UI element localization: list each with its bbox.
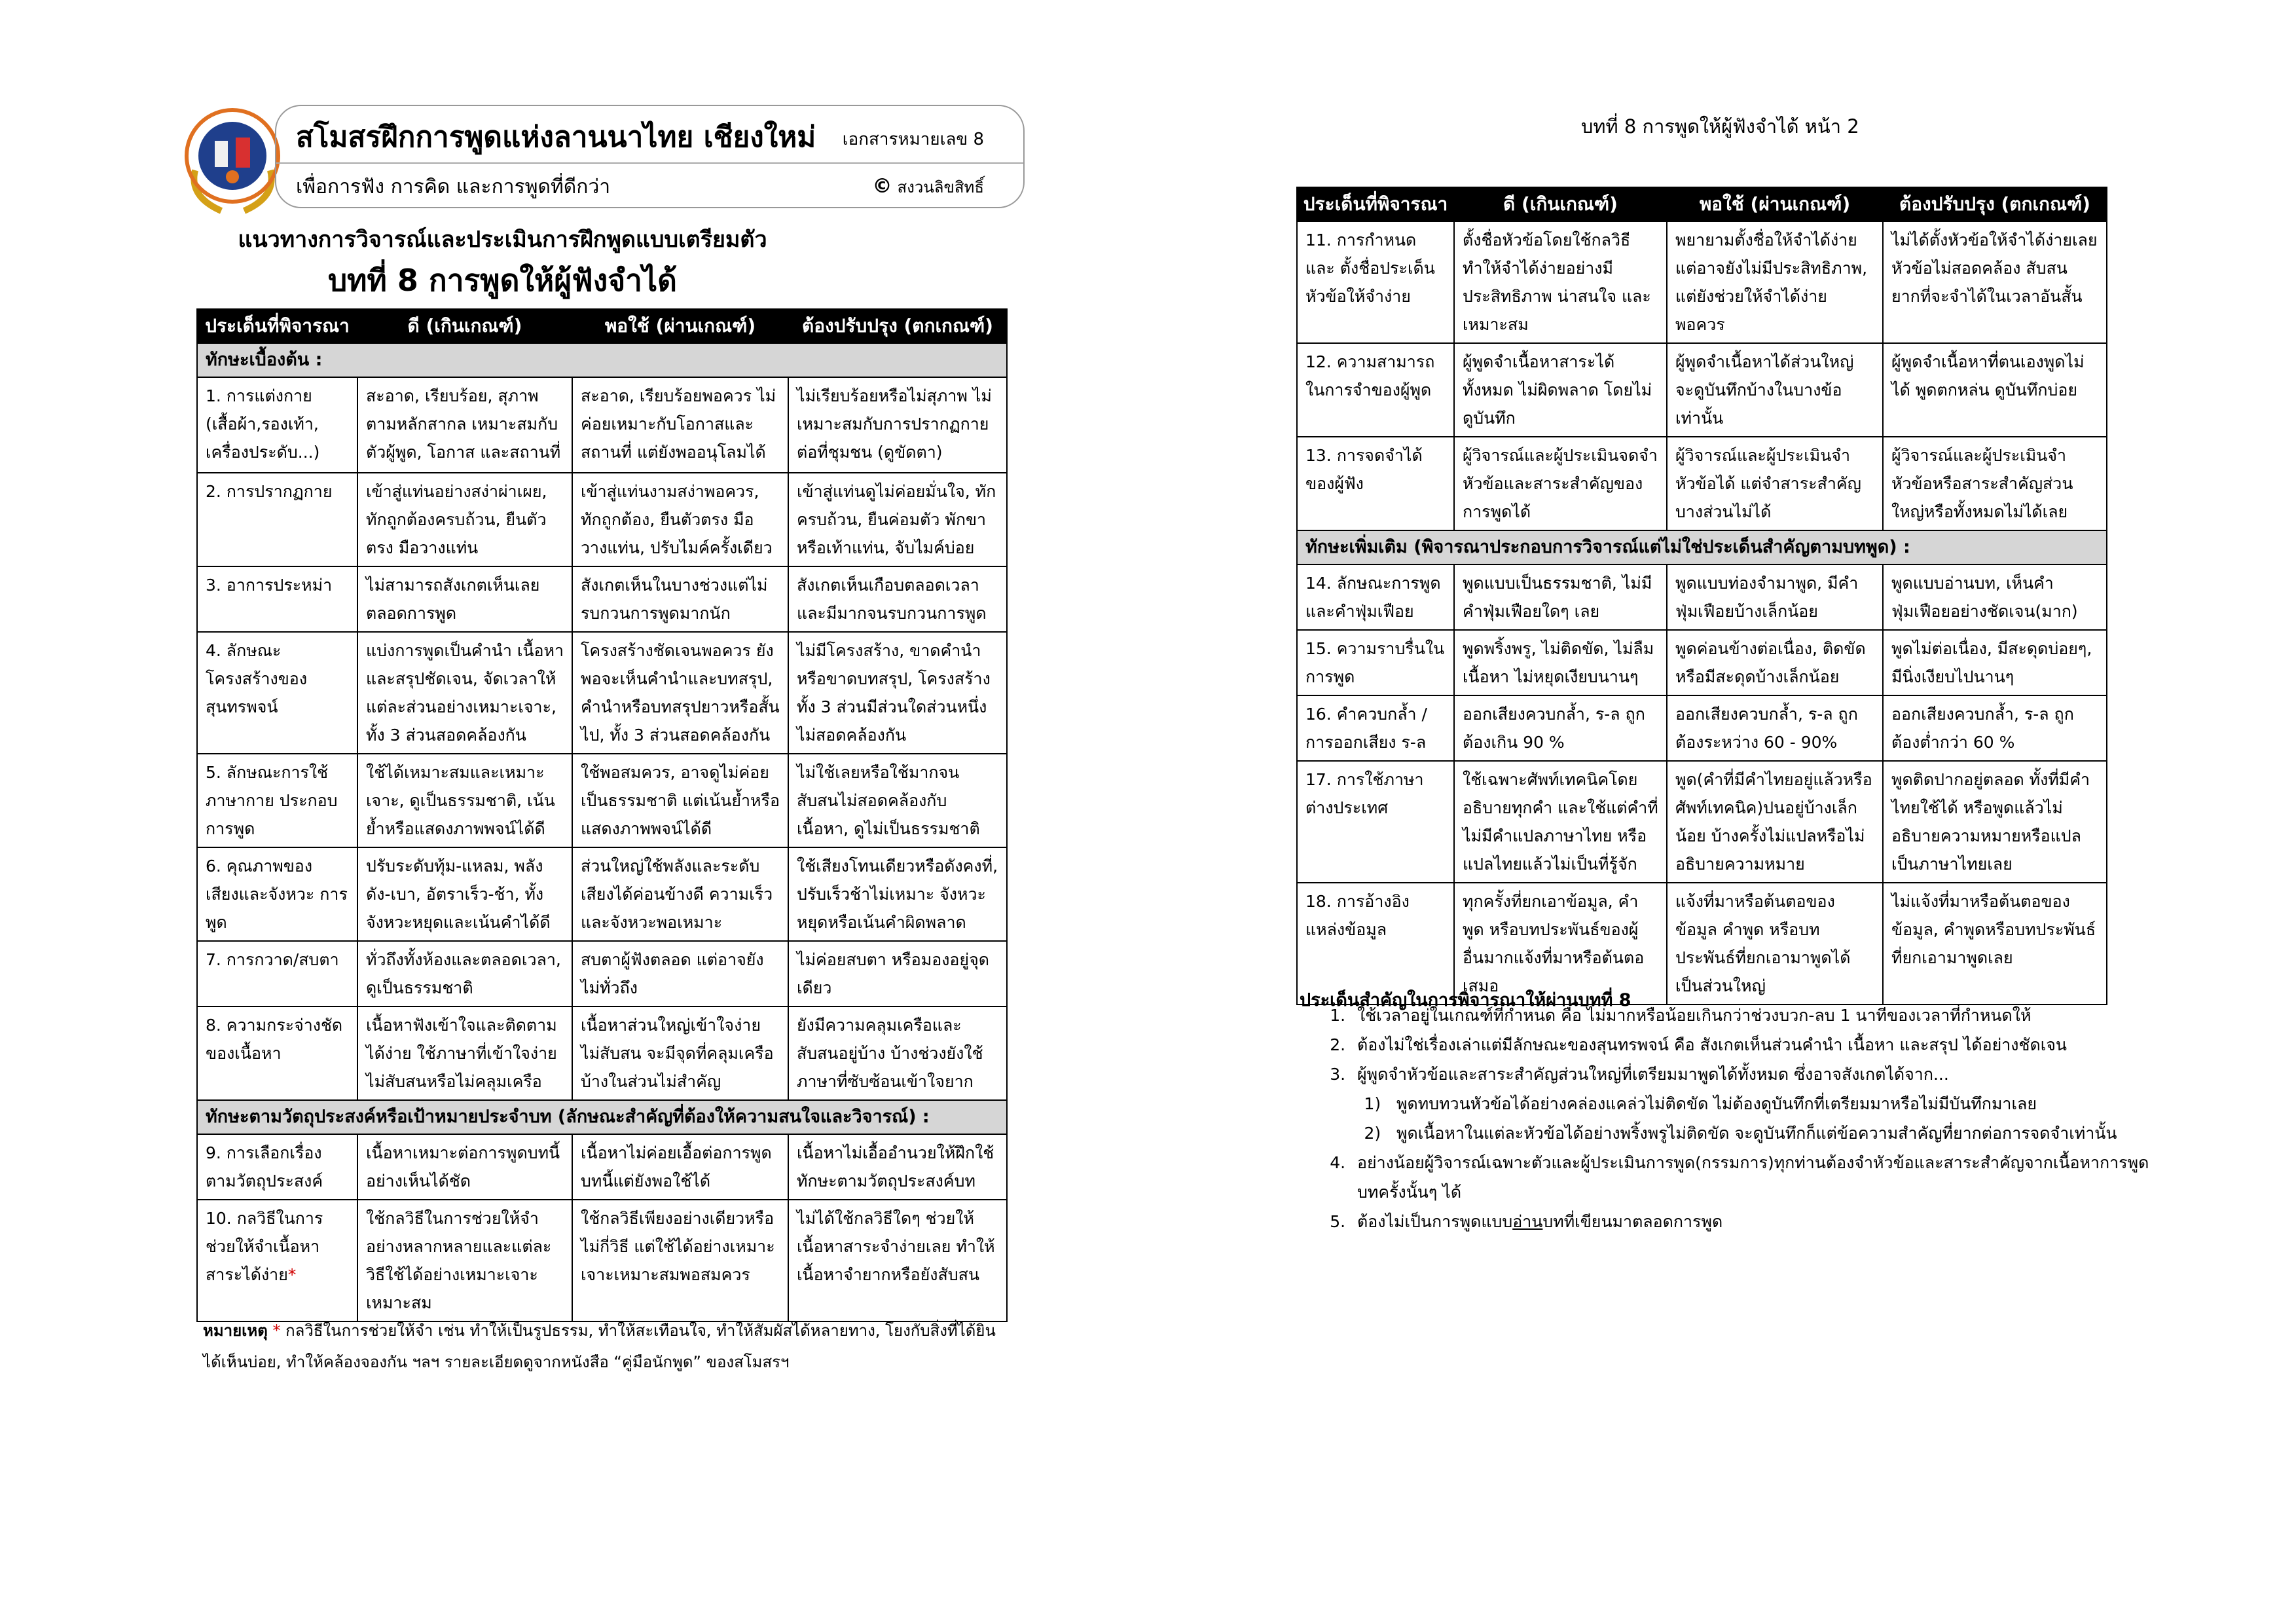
poor-cell: ผู้วิจารณ์และผู้ประเมินจำหัวข้อหรือสาระสำคัญส่วนใหญ่หรือทั้งหมดไม่ได้เลย (1883, 437, 2107, 530)
criterion-cell: 17. การใช้ภาษา ต่างประเทศ (1297, 761, 1454, 883)
column-header-poor: ต้องปรับปรุง (ตกเกณฑ์) (1883, 187, 2107, 221)
table-header-row (197, 309, 1007, 343)
key-point-text: ใช้เวลาอยู่ในเกณฑ์ที่กำหนด คือ ไม่มากหรือน้อยเกินกว่าช่วงบวก-ลบ 1 นาทีของเวลาที่กำหนดให้ (1357, 1006, 2032, 1025)
criterion-cell: 16. คำควบกล้ำ / การออกเสียง ร-ล (1297, 695, 1454, 761)
fair-cell: ส่วนใหญ่ใช้พลังและระดับเสียงได้ค่อนข้างดี ความเร็วและจังหวะพอเหมาะ (572, 847, 788, 941)
criterion-cell: 7. การกวาด/สบตา (197, 941, 357, 1006)
table-row (1297, 564, 2107, 630)
document-number: เอกสารหมายเลข 8 (842, 130, 984, 149)
fair-cell: พูด(คำที่มีคำไทยอยู่แล้วหรือศัพท์เทคนิค)ปนอยู่บ้างเล็กน้อย บ้างครั้งไม่แปลหรือไม่อธิบายความหมาย (1667, 761, 1883, 883)
criterion-cell: 4. ลักษณะ โครงสร้างของ สุนทรพจน์ (197, 632, 357, 754)
criterion-cell: 6. คุณภาพของ เสียงและจังหวะ การพูด (197, 847, 357, 941)
poor-cell: สังเกตเห็นเกือบตลอดเวลาและมีมากจนรบกวนการพูด (788, 566, 1007, 632)
good-cell: เข้าสู่แท่นอย่างสง่าผ่าเผย, ทักถูกต้องครบถ้วน, ยืนตัวตรง มือวางแท่น (357, 473, 572, 566)
poor-cell: พูดติดปากอยู่ตลอด ทั้งที่มีคำไทยใช้ได้ หรือพูดแล้วไม่อธิบายความหมายหรือแปลเป็นภาษาไทยเลย (1883, 761, 2107, 883)
good-cell: ใช้เฉพาะศัพท์เทคนิคโดยอธิบายทุกคำ และใช้แต่คำที่ไม่มีคำแปลภาษาไทย หรือแปลไทยแล้วไม่เป็นที่รู้จัก (1454, 761, 1667, 883)
copyright-text: สงวนลิขสิทธิ์ (897, 178, 984, 196)
fair-cell: แจ้งที่มาหรือต้นตอของข้อมูล คำพูด หรือบทประพันธ์ที่ยกเอามาพูดได้เป็นส่วนใหญ่ (1667, 883, 1883, 1005)
criterion-cell: 9. การเลือกเรื่อง ตามวัตถุประสงค์ (197, 1134, 357, 1200)
fair-cell: พยายามตั้งชื่อให้จำได้ง่าย แต่อาจยังไม่มีประสิทธิภาพ, แต่ยังช่วยให้จำได้ง่ายพอควร (1667, 221, 1883, 343)
section-row-additional (1297, 530, 2107, 564)
table-row (197, 1134, 1007, 1200)
fair-cell: เข้าสู่แท่นงามสง่าพอควร, ทักถูกต้อง, ยืนตัวตรง มือวางแท่น, ปรับไมค์ครั้งเดียว (572, 473, 788, 566)
column-header-fair: พอใช้ (ผ่านเกณฑ์) (572, 309, 788, 343)
key-point-item (1351, 1030, 2149, 1060)
fair-cell: สังเกตเห็นในบางช่วงแต่ไม่รบกวนการพูดมากนัก (572, 566, 788, 632)
good-cell: พูดแบบเป็นธรรมชาติ, ไม่มีคำฟุ่มเฟือยใดๆ เลย (1454, 564, 1667, 630)
poor-cell: เนื้อหาไม่เอื้ออำนวยให้ฝึกใช้ทักษะตามวัตถุประสงค์บท (788, 1134, 1007, 1200)
good-cell: ตั้งชื่อหัวข้อโดยใช้กลวิธีทำให้จำได้ง่ายอย่างมีประสิทธิภาพ น่าสนใจ และเหมาะสม (1454, 221, 1667, 343)
table-row (1297, 761, 2107, 883)
good-cell: ไม่สามารถสังเกตเห็นเลยตลอดการพูด (357, 566, 572, 632)
key-point-sublist (1357, 1089, 2149, 1148)
copyright-notice (873, 174, 984, 200)
poor-cell: ไม่มีโครงสร้าง, ขาดคำนำหรือขาดบทสรุป, โครงสร้างทั้ง 3 ส่วนมีส่วนใดส่วนหนึ่งไม่สอดคล้องกัน (788, 632, 1007, 754)
table-row (1297, 437, 2107, 530)
criterion-cell: 18. การอ้างอิง แหล่งข้อมูล (1297, 883, 1454, 1005)
column-header-good: ดี (เกินเกณฑ์) (357, 309, 572, 343)
right-page (1148, 0, 2296, 1624)
good-cell: เนื้อหาฟังเข้าใจและติดตามได้ง่าย ใช้ภาษาที่เข้าใจง่ายไม่สับสนหรือไม่คลุมเครือ (357, 1006, 572, 1100)
poor-cell: ผู้พูดจำเนื้อหาที่ตนเองพูดไม่ได้ พูดตกหล่น ดูบันทึกบ่อย (1883, 343, 2107, 437)
column-header-criterion: ประเด็นที่พิจารณา (1297, 187, 1454, 221)
table-row (197, 847, 1007, 941)
header-box (275, 105, 1025, 208)
poor-cell: พูดไม่ต่อเนื่อง, มีสะดุดบ่อยๆ, มีนิ่งเงียบไปนานๆ (1883, 630, 2107, 695)
good-cell: ใช้ได้เหมาะสมและเหมาะเจาะ, ดูเป็นธรรมชาติ, เน้นย้ำหรือแสดงภาพพจน์ได้ดี (357, 754, 572, 847)
key-point-item (1351, 1060, 2149, 1148)
footnote-marker: * (272, 1321, 281, 1340)
good-cell: ผู้วิจารณ์และผู้ประเมินจดจำหัวข้อและสาระสำคัญของการพูดได้ (1454, 437, 1667, 530)
poor-cell: ไม่ได้ใช้กลวิธีใดๆ ช่วยให้เนื้อหาสาระจำง่ายเลย ทำให้เนื้อหาจำยากหรือยังสับสน (788, 1200, 1007, 1321)
page-header-label: บทที่ 8 การพูดให้ผู้ฟังจำได้ หน้า 2 (1581, 115, 1859, 138)
key-point-subitem-text: พูดเนื้อหาในแต่ละหัวข้อได้อย่างพริ้งพรูไม่ติดขัด จะดูบันทึกก็แต่ข้อความสำคัญที่ยากต่อการจดจำเท่านั้น (1396, 1124, 2117, 1143)
evaluation-table-page-1 (196, 308, 1008, 1322)
poor-cell: ใช้เสียงโทนเดียวหรือดังคงที่, ปรับเร็วช้าไม่เหมาะ จังหวะหยุดหรือเน้นคำผิดพลาด (788, 847, 1007, 941)
column-header-fair: พอใช้ (ผ่านเกณฑ์) (1667, 187, 1883, 221)
fair-cell: ผู้พูดจำเนื้อหาได้ส่วนใหญ่ จะดูบันทึกบ้างในบางข้อเท่านั้น (1667, 343, 1883, 437)
criterion-cell: 5. ลักษณะการใช้ ภาษากาย ประกอบการพูด (197, 754, 357, 847)
copyright-icon: © (872, 175, 892, 198)
poor-cell: ออกเสียงควบกล้ำ, ร-ล ถูกต้องต่ำกว่า 60 % (1883, 695, 2107, 761)
table-row (197, 1006, 1007, 1100)
good-cell: แบ่งการพูดเป็นคำนำ เนื้อหาและสรุปชัดเจน, จัดเวลาให้แต่ละส่วนอย่างเหมาะเจาะ, ทั้ง 3 ส่วนสอดคล้องกัน (357, 632, 572, 754)
table-row (1297, 221, 2107, 343)
good-cell: ออกเสียงควบกล้ำ, ร-ล ถูกต้องเกิน 90 % (1454, 695, 1667, 761)
good-cell: ทั่วถึงทั้งห้องและตลอดเวลา, ดูเป็นธรรมชาติ (357, 941, 572, 1006)
good-cell: เนื้อหาเหมาะต่อการพูดบทนี้อย่างเห็นได้ชัด (357, 1134, 572, 1200)
document-title: บทที่ 8 การพูดให้ผู้ฟังจำได้ (327, 263, 678, 298)
poor-cell: ไม่เรียบร้อยหรือไม่สุภาพ ไม่เหมาะสมกับการปรากฏกายต่อที่ชุมชน (ดูขัดตา) (788, 377, 1007, 473)
section-basic-skills: ทักษะเบื้องต้น : (197, 343, 1007, 377)
good-cell: ปรับระดับทุ้ม-แหลม, พลัง ดัง-เบา, อัตราเร็ว-ช้า, ทั้งจังหวะหยุดและเน้นคำได้ดี (357, 847, 572, 941)
table-row (1297, 630, 2107, 695)
column-header-poor: ต้องปรับปรุง (ตกเกณฑ์) (788, 309, 1007, 343)
fair-cell: พูดค่อนข้างต่อเนื่อง, ติดขัดหรือมีสะดุดบ้างเล็กน้อย (1667, 630, 1883, 695)
footnote-text: กลวิธีในการช่วยให้จำ เช่น ทำให้เป็นรูปธรรม, ทำให้สะเทือนใจ, ทำให้สัมผัสได้หลายทาง, โยงกับสิ่งที่ได้ยินได้เห็นบ่อย, ทำให้คล้องจองกัน ฯลฯ รายละเอียดดูจากหนังสือ “คู่มือนักพูด” ของสโมสรฯ (203, 1321, 996, 1371)
table-header-row (1297, 187, 2107, 221)
fair-cell: สบตาผู้ฟังตลอด แต่อาจยังไม่ทั่วถึง (572, 941, 788, 1006)
club-logo (182, 105, 283, 216)
key-point-text: ต้องไม่ใช่เรื่องเล่าแต่มีลักษณะของสุนทรพจน์ คือ สังเกตเห็นส่วนคำนำ เนื้อหา และสรุป ได้อย่างชัดเจน (1357, 1035, 2067, 1054)
criterion-cell: 2. การปรากฏกาย (197, 473, 357, 566)
table-row (197, 1200, 1007, 1321)
criterion-cell: 12. ความสามารถ ในการจำของผู้พูด (1297, 343, 1454, 437)
key-point-text-before: ต้องไม่เป็นการพูดแบบ (1357, 1212, 1513, 1231)
good-cell: ใช้กลวิธีในการช่วยให้จำอย่างหลากหลายและแต่ละวิธีใช้ได้อย่างเหมาะเจาะเหมาะสม (357, 1200, 572, 1321)
footnote (203, 1315, 1002, 1378)
header-divider (276, 162, 1023, 164)
poor-cell: ไม่ได้ตั้งหัวข้อให้จำได้ง่ายเลย หัวข้อไม่สอดคล้อง สับสน ยากที่จะจำได้ในเวลาอันสั้น (1883, 221, 2107, 343)
section-row-objective (197, 1100, 1007, 1134)
table-row (197, 473, 1007, 566)
table-row (197, 754, 1007, 847)
key-point-subitem (1391, 1089, 2149, 1118)
key-point-item (1351, 1207, 2149, 1236)
section-objective-skills: ทักษะตามวัตถุประสงค์หรือเป้าหมายประจำบท (ลักษณะสำคัญที่ต้องให้ความสนใจและวิจารณ์) : (197, 1100, 1007, 1134)
key-point-underlined-word: อ่าน (1512, 1212, 1543, 1231)
key-point-item (1351, 1148, 2149, 1207)
criterion-cell: 14. ลักษณะการพูด และคำฟุ่มเฟือย (1297, 564, 1454, 630)
fair-cell: ออกเสียงควบกล้ำ, ร-ล ถูกต้องระหว่าง 60 - 90% (1667, 695, 1883, 761)
fair-cell: พูดแบบท่องจำมาพูด, มีคำฟุ่มเฟือยบ้างเล็กน้อย (1667, 564, 1883, 630)
fair-cell: โครงสร้างชัดเจนพอควร ยังพอจะเห็นคำนำและบทสรุป, คำนำหรือบทสรุปยาวหรือสั้นไป, ทั้ง 3 ส่วนสอดคล้องกัน (572, 632, 788, 754)
footnote-label: หมายเหตุ (203, 1321, 268, 1340)
fair-cell: ใช้กลวิธีเพียงอย่างเดียวหรือไม่กี่วิธี แต่ใช้ได้อย่างเหมาะเจาะเหมาะสมพอสมควร (572, 1200, 788, 1321)
footnote-marker: * (287, 1265, 297, 1284)
fair-cell: เนื้อหาไม่ค่อยเอื้อต่อการพูดบทนี้แต่ยังพอใช้ได้ (572, 1134, 788, 1200)
criterion-cell (197, 1200, 357, 1321)
key-points-title: ประเด็นสำคัญในการพิจารณาให้ผ่านบทที่ 8 (1300, 990, 1631, 1010)
table-row (197, 941, 1007, 1006)
good-cell: สะอาด, เรียบร้อย, สุภาพ ตามหลักสากล เหมาะสมกับตัวผู้พูด, โอกาส และสถานที่ (357, 377, 572, 473)
poor-cell: ยังมีความคลุมเครือและสับสนอยู่บ้าง บ้างช่วงยังใช้ภาษาที่ซับซ้อนเข้าใจยาก (788, 1006, 1007, 1100)
club-name: สโมสรฝึกการพูดแห่งลานนาไทย เชียงใหม่ (296, 120, 816, 154)
criterion-cell: 1. การแต่งกาย (เสื้อผ้า,รองเท้า, เครื่องประดับ...) (197, 377, 357, 473)
key-point-text: ผู้พูดจำหัวข้อและสาระสำคัญส่วนใหญ่ที่เตรียมมาพูดได้ทั้งหมด ซึ่งอาจสังเกตได้จาก... (1357, 1065, 1949, 1084)
column-header-good: ดี (เกินเกณฑ์) (1454, 187, 1667, 221)
club-tagline: เพื่อการฟัง การคิด และการพูดที่ดีกว่า (296, 175, 611, 198)
criterion-text: 10. กลวิธีในการ ช่วยให้จำเนื้อหา สาระได้ง่าย (206, 1209, 323, 1284)
fair-cell: ใช้พอสมควร, อาจดูไม่ค่อยเป็นธรรมชาติ แต่เน้นย้ำหรือแสดงภาพพจน์ได้ดี (572, 754, 788, 847)
poor-cell: ไม่ใช้เลยหรือใช้มากจนสับสนไม่สอดคล้องกับเนื้อหา, ดูไม่เป็นธรรมชาติ (788, 754, 1007, 847)
poor-cell: เข้าสู่แท่นดูไม่ค่อยมั่นใจ, ทักครบถ้วน, ยืนค่อมตัว พักขาหรือเท้าแท่น, จับไมค์บ่อย (788, 473, 1007, 566)
document-subtitle: แนวทางการวิจารณ์และประเมินการฝึกพูดแบบเตรียมตัว (238, 227, 767, 253)
column-header-criterion: ประเด็นที่พิจารณา (197, 309, 357, 343)
good-cell: ทุกครั้งที่ยกเอาข้อมูล, คำพูด หรือบทประพันธ์ของผู้อื่นมากแจ้งที่มาหรือต้นตอเสมอ (1454, 883, 1667, 1005)
fair-cell: เนื้อหาส่วนใหญ่เข้าใจง่ายไม่สับสน จะมีจุดที่คลุมเครือบ้างในส่วนไม่สำคัญ (572, 1006, 788, 1100)
table-row (197, 632, 1007, 754)
poor-cell: ไม่แจ้งที่มาหรือต้นตอของข้อมูล, คำพูดหรือบทประพันธ์ที่ยกเอามาพูดเลย (1883, 883, 2107, 1005)
criterion-cell: 13. การจดจำได้ ของผู้ฟัง (1297, 437, 1454, 530)
poor-cell: พูดแบบอ่านบท, เห็นคำฟุ่มเฟือยอย่างชัดเจน(มาก) (1883, 564, 2107, 630)
table-row (1297, 343, 2107, 437)
key-points-list (1319, 1001, 2149, 1236)
section-additional-skills: ทักษะเพิ่มเติม (พิจารณาประกอบการวิจารณ์แต่ไม่ใช่ประเด็นสำคัญตามบทพูด) : (1297, 530, 2107, 564)
key-point-text: อย่างน้อยผู้วิจารณ์เฉพาะตัวและผู้ประเมินการพูด(กรรมการ)ทุกท่านต้องจำหัวข้อและสาระสำคัญจากเนื้อหาการพูดบทครั้งนั้นๆ ได้ (1357, 1153, 2149, 1202)
fair-cell: สะอาด, เรียบร้อยพอควร ไม่ค่อยเหมาะกับโอกาสและสถานที่ แต่ยังพออนุโลมได้ (572, 377, 788, 473)
table-row (197, 566, 1007, 632)
evaluation-table-page-2 (1296, 187, 2107, 1005)
key-point-item (1351, 1001, 2149, 1030)
criterion-cell: 8. ความกระจ่างชัด ของเนื้อหา (197, 1006, 357, 1100)
good-cell: ผู้พูดจำเนื้อหาสาระได้ทั้งหมด ไม่ผิดพลาด โดยไม่ดูบันทึก (1454, 343, 1667, 437)
criterion-cell: 11. การกำหนดและ ตั้งชื่อประเด็น หัวข้อให้จำง่าย (1297, 221, 1454, 343)
table-row (197, 377, 1007, 473)
poor-cell: ไม่ค่อยสบตา หรือมองอยู่จุดเดียว (788, 941, 1007, 1006)
good-cell: พูดพริ้งพรู, ไม่ติดขัด, ไม่ลืมเนื้อหา ไม่หยุดเงียบนานๆ (1454, 630, 1667, 695)
key-point-subitem-text: พูดทบทวนหัวข้อได้อย่างคล่องแคล่วไม่ติดขัด ไม่ต้องดูบันทึกที่เตรียมมาหรือไม่มีบันทึกมาเลย (1396, 1094, 2037, 1113)
fair-cell: ผู้วิจารณ์และผู้ประเมินจำหัวข้อได้ แต่จำสาระสำคัญบางส่วนไม่ได้ (1667, 437, 1883, 530)
key-point-text-after: บทที่เขียนมาตลอดการพูด (1542, 1212, 1723, 1231)
section-row-basic (197, 343, 1007, 377)
criterion-cell: 15. ความราบรื่นใน การพูด (1297, 630, 1454, 695)
criterion-cell: 3. อาการประหม่า (197, 566, 357, 632)
key-point-subitem (1391, 1118, 2149, 1148)
table-row (1297, 695, 2107, 761)
